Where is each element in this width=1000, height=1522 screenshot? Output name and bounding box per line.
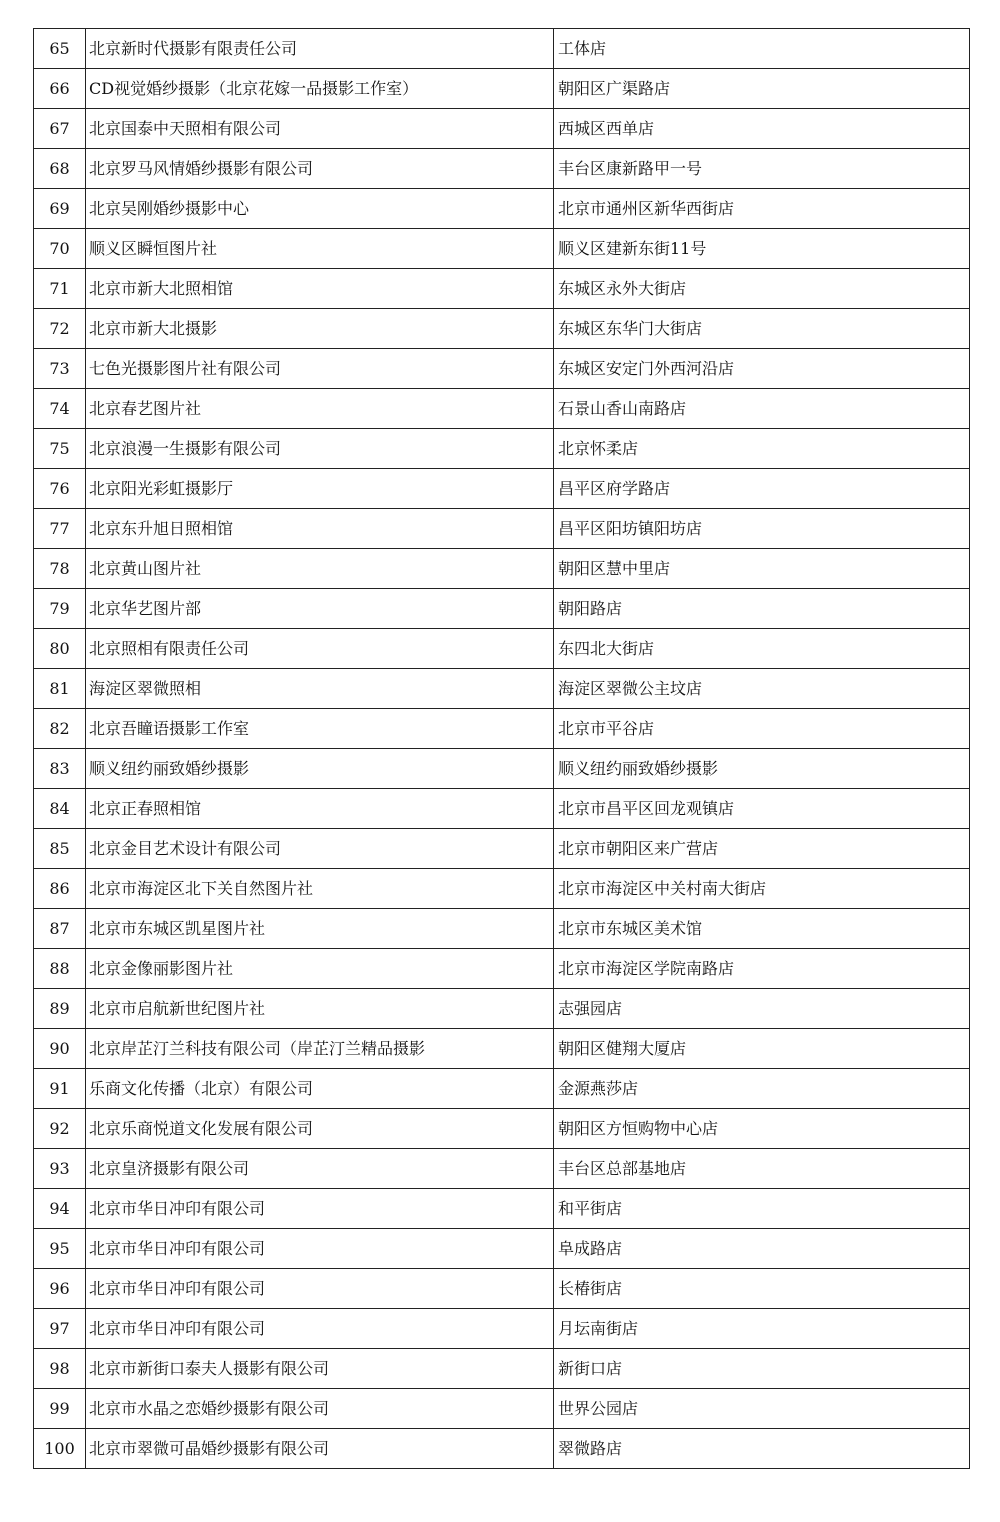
table-row — [34, 1229, 970, 1269]
row-number: 87 — [34, 909, 86, 949]
store-location: 顺义区建新东街11号 — [554, 229, 970, 269]
company-name: 北京国泰中天照相有限公司 — [86, 109, 554, 149]
company-name: 北京东升旭日照相馆 — [86, 509, 554, 549]
table-row — [34, 1389, 970, 1429]
table-row — [34, 709, 970, 749]
row-number: 71 — [34, 269, 86, 309]
row-number: 98 — [34, 1349, 86, 1389]
row-number: 97 — [34, 1309, 86, 1349]
company-name: CD视觉婚纱摄影（北京花嫁一品摄影工作室） — [86, 69, 554, 109]
store-location: 东城区永外大街店 — [554, 269, 970, 309]
company-name: 北京市水晶之恋婚纱摄影有限公司 — [86, 1389, 554, 1429]
store-location: 丰台区康新路甲一号 — [554, 149, 970, 189]
row-number: 77 — [34, 509, 86, 549]
table-row — [34, 1349, 970, 1389]
store-location: 和平街店 — [554, 1189, 970, 1229]
row-number: 67 — [34, 109, 86, 149]
row-number: 94 — [34, 1189, 86, 1229]
table-row — [34, 1309, 970, 1349]
store-location: 昌平区府学路店 — [554, 469, 970, 509]
store-location: 金源燕莎店 — [554, 1069, 970, 1109]
row-number: 73 — [34, 349, 86, 389]
table-row — [34, 549, 970, 589]
row-number: 85 — [34, 829, 86, 869]
store-location: 北京市朝阳区来广营店 — [554, 829, 970, 869]
row-number: 65 — [34, 29, 86, 69]
company-name: 海淀区翠微照相 — [86, 669, 554, 709]
store-location: 新街口店 — [554, 1349, 970, 1389]
company-name: 北京华艺图片部 — [86, 589, 554, 629]
row-number: 66 — [34, 69, 86, 109]
company-name: 北京乐商悦道文化发展有限公司 — [86, 1109, 554, 1149]
row-number: 69 — [34, 189, 86, 229]
table-row — [34, 1189, 970, 1229]
store-location: 西城区西单店 — [554, 109, 970, 149]
row-number: 70 — [34, 229, 86, 269]
row-number: 99 — [34, 1389, 86, 1429]
row-number: 76 — [34, 469, 86, 509]
company-name: 北京吴刚婚纱摄影中心 — [86, 189, 554, 229]
row-number: 81 — [34, 669, 86, 709]
table-row — [34, 429, 970, 469]
company-name: 乐商文化传播（北京）有限公司 — [86, 1069, 554, 1109]
table-row — [34, 589, 970, 629]
row-number: 80 — [34, 629, 86, 669]
store-location: 东四北大街店 — [554, 629, 970, 669]
table-row — [34, 149, 970, 189]
store-location: 朝阳区广渠路店 — [554, 69, 970, 109]
row-number: 89 — [34, 989, 86, 1029]
store-location: 海淀区翠微公主坟店 — [554, 669, 970, 709]
store-location: 长椿街店 — [554, 1269, 970, 1309]
row-number: 78 — [34, 549, 86, 589]
store-location: 北京市海淀区中关村南大街店 — [554, 869, 970, 909]
company-name: 北京照相有限责任公司 — [86, 629, 554, 669]
table-row — [34, 349, 970, 389]
studio-list-body — [34, 29, 970, 1469]
table-row — [34, 1029, 970, 1069]
company-name: 北京市华日冲印有限公司 — [86, 1309, 554, 1349]
company-name: 北京市华日冲印有限公司 — [86, 1189, 554, 1229]
row-number: 72 — [34, 309, 86, 349]
row-number: 83 — [34, 749, 86, 789]
table-row — [34, 229, 970, 269]
company-name: 北京春艺图片社 — [86, 389, 554, 429]
company-name: 北京岸芷汀兰科技有限公司（岸芷汀兰精品摄影 — [86, 1029, 554, 1069]
studio-list-table — [33, 28, 970, 1469]
table-row — [34, 1109, 970, 1149]
company-name: 北京黄山图片社 — [86, 549, 554, 589]
row-number: 92 — [34, 1109, 86, 1149]
store-location: 阜成路店 — [554, 1229, 970, 1269]
store-location: 世界公园店 — [554, 1389, 970, 1429]
store-location: 丰台区总部基地店 — [554, 1149, 970, 1189]
store-location: 朝阳区健翔大厦店 — [554, 1029, 970, 1069]
company-name: 北京新时代摄影有限责任公司 — [86, 29, 554, 69]
store-location: 翠微路店 — [554, 1429, 970, 1469]
store-location: 工体店 — [554, 29, 970, 69]
company-name: 顺义纽约丽致婚纱摄影 — [86, 749, 554, 789]
row-number: 79 — [34, 589, 86, 629]
table-row — [34, 469, 970, 509]
company-name: 北京皇济摄影有限公司 — [86, 1149, 554, 1189]
table-row — [34, 669, 970, 709]
table-row — [34, 789, 970, 829]
table-row — [34, 629, 970, 669]
company-name: 北京市新大北照相馆 — [86, 269, 554, 309]
store-location: 北京市昌平区回龙观镇店 — [554, 789, 970, 829]
company-name: 北京市翠微可晶婚纱摄影有限公司 — [86, 1429, 554, 1469]
row-number: 84 — [34, 789, 86, 829]
store-location: 朝阳区方恒购物中心店 — [554, 1109, 970, 1149]
company-name: 北京浪漫一生摄影有限公司 — [86, 429, 554, 469]
table-row — [34, 829, 970, 869]
row-number: 74 — [34, 389, 86, 429]
table-row — [34, 1429, 970, 1469]
company-name: 七色光摄影图片社有限公司 — [86, 349, 554, 389]
company-name: 北京阳光彩虹摄影厅 — [86, 469, 554, 509]
table-row — [34, 1069, 970, 1109]
table-row — [34, 269, 970, 309]
row-number: 100 — [34, 1429, 86, 1469]
table-row — [34, 949, 970, 989]
company-name: 北京金像丽影图片社 — [86, 949, 554, 989]
table-row — [34, 109, 970, 149]
store-location: 北京市通州区新华西街店 — [554, 189, 970, 229]
store-location: 顺义纽约丽致婚纱摄影 — [554, 749, 970, 789]
table-row — [34, 869, 970, 909]
company-name: 顺义区瞬恒图片社 — [86, 229, 554, 269]
row-number: 95 — [34, 1229, 86, 1269]
table-row — [34, 909, 970, 949]
row-number: 86 — [34, 869, 86, 909]
store-location: 北京市海淀区学院南路店 — [554, 949, 970, 989]
store-location: 月坛南街店 — [554, 1309, 970, 1349]
table-row — [34, 1269, 970, 1309]
store-location: 东城区安定门外西河沿店 — [554, 349, 970, 389]
company-name: 北京正春照相馆 — [86, 789, 554, 829]
company-name: 北京市东城区凯星图片社 — [86, 909, 554, 949]
company-name: 北京市新大北摄影 — [86, 309, 554, 349]
store-location: 朝阳区慧中里店 — [554, 549, 970, 589]
row-number: 82 — [34, 709, 86, 749]
table-row — [34, 1149, 970, 1189]
table-row — [34, 309, 970, 349]
table-row — [34, 189, 970, 229]
store-location: 朝阳路店 — [554, 589, 970, 629]
store-location: 石景山香山南路店 — [554, 389, 970, 429]
table-row — [34, 989, 970, 1029]
company-name: 北京市华日冲印有限公司 — [86, 1269, 554, 1309]
table-row — [34, 749, 970, 789]
store-location: 志强园店 — [554, 989, 970, 1029]
company-name: 北京金目艺术设计有限公司 — [86, 829, 554, 869]
store-location: 昌平区阳坊镇阳坊店 — [554, 509, 970, 549]
row-number: 91 — [34, 1069, 86, 1109]
table-row — [34, 389, 970, 429]
store-location: 东城区东华门大街店 — [554, 309, 970, 349]
company-name: 北京市启航新世纪图片社 — [86, 989, 554, 1029]
store-location: 北京市东城区美术馆 — [554, 909, 970, 949]
row-number: 75 — [34, 429, 86, 469]
store-location: 北京市平谷店 — [554, 709, 970, 749]
company-name: 北京市海淀区北下关自然图片社 — [86, 869, 554, 909]
company-name: 北京罗马风情婚纱摄影有限公司 — [86, 149, 554, 189]
table-row — [34, 29, 970, 69]
row-number: 68 — [34, 149, 86, 189]
row-number: 96 — [34, 1269, 86, 1309]
company-name: 北京吾瞳语摄影工作室 — [86, 709, 554, 749]
table-row — [34, 509, 970, 549]
store-location: 北京怀柔店 — [554, 429, 970, 469]
row-number: 88 — [34, 949, 86, 989]
table-row — [34, 69, 970, 109]
company-name: 北京市华日冲印有限公司 — [86, 1229, 554, 1269]
row-number: 90 — [34, 1029, 86, 1069]
company-name: 北京市新街口泰夫人摄影有限公司 — [86, 1349, 554, 1389]
row-number: 93 — [34, 1149, 86, 1189]
